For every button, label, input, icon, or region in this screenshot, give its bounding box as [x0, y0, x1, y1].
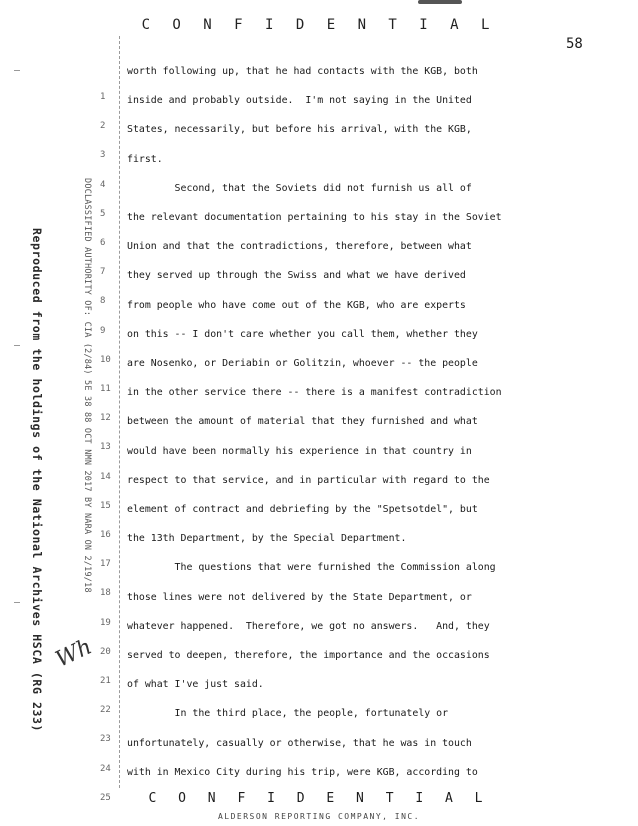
line-number: 2	[100, 121, 106, 132]
line-number: 7	[100, 267, 106, 278]
transcript-line: those lines were not delivered by the State Department, or	[127, 591, 472, 603]
transcript-line: in the other service there -- there is a manifest contradiction	[127, 387, 502, 399]
transcript-line: with in Mexico City during his trip, were KGB, according to	[127, 766, 478, 778]
declassification-stamp: DOCLASSIFIED AUTHORITY OF: CIA (2/84) 5E 38 88 OCT NMN 2017 BY NARA ON 2/19/18	[82, 178, 92, 593]
line-number: 16	[100, 530, 111, 540]
transcript-line: worth following up, that he had contacts with the KGB, both	[127, 66, 478, 77]
left-margin-mark	[14, 345, 20, 346]
transcript-line: unfortunately, casually or otherwise, that he was in touch	[127, 737, 472, 749]
transcript-line: the 13th Department, by the Special Department.	[127, 533, 407, 545]
line-number: 9	[100, 325, 106, 336]
transcript-line: from people who have come out of the KGB, who are experts	[127, 299, 466, 311]
transcript-line: Second, that the Soviets did not furnish us all of	[127, 182, 472, 194]
footer-reporting-company: ALDERSON REPORTING COMPANY, INC.	[217, 812, 421, 821]
transcript-line: In the third place, the people, fortunately or	[127, 708, 449, 720]
margin-rule	[119, 36, 120, 788]
line-number: 21	[100, 676, 111, 686]
transcript-line: element of contract and debriefing by the "Spetsotdel", but	[127, 504, 478, 515]
line-number: 10	[100, 354, 111, 365]
transcript-line: respect to that service, and in particular with regard to the	[127, 474, 490, 486]
page-header: C O N F I D E N T I A L	[141, 17, 497, 33]
archive-notice: Reproduced from the holdings of the National Archives HSCA (RG 233)	[30, 228, 44, 733]
transcript-line: served to deepen, therefore, the importance and the occasions	[127, 650, 490, 661]
transcript-line: on this -- I don't care whether you call them, whether they	[127, 328, 478, 340]
line-number: 17	[100, 559, 111, 570]
transcript-line: would have been normally his experience in that country in	[127, 445, 472, 457]
transcript-line: they served up through the Swiss and what we have derived	[127, 270, 466, 282]
transcript-line: are Nosenko, or Deriabin or Golitzin, whoever -- the people	[127, 358, 478, 369]
line-number: 4	[100, 179, 106, 190]
left-margin-mark	[14, 602, 20, 603]
line-number: 24	[100, 763, 111, 774]
transcript-line: inside and probably outside. I'm not saying in the United	[127, 95, 472, 107]
transcript-line: between the amount of material that they furnished and what	[127, 416, 478, 428]
transcript-line: Union and that the contradictions, therefore, between what	[127, 241, 472, 253]
line-number: 25	[100, 792, 111, 803]
line-number: 8	[100, 296, 106, 307]
transcript-line: The questions that were furnished the Commission along	[127, 562, 496, 574]
footer-confidential: C O N F I D E N T I A L	[148, 791, 490, 806]
line-number: 5	[100, 208, 106, 219]
line-number: 19	[100, 617, 111, 628]
transcript-line: of what I've just said.	[127, 679, 264, 691]
transcript-line: States, necessarily, but before his arrival, with the KGB,	[127, 124, 472, 136]
line-number: 3	[100, 150, 106, 161]
line-number: 23	[100, 734, 111, 745]
line-number: 1	[100, 92, 106, 102]
transcript-line: first.	[127, 153, 163, 165]
line-number: 14	[100, 471, 111, 482]
handwritten-initials: Wh	[52, 634, 96, 673]
line-number: 18	[100, 588, 111, 599]
transcript-line: the relevant documentation pertaining to his stay in the Soviet	[127, 212, 502, 223]
line-number: 15	[100, 500, 111, 511]
header-smudge	[418, 0, 462, 4]
line-number: 13	[100, 442, 111, 453]
left-margin-mark	[14, 70, 20, 71]
line-number: 11	[100, 384, 111, 394]
line-number: 12	[100, 413, 111, 424]
page-number: 58	[566, 36, 583, 52]
line-number: 6	[100, 238, 106, 248]
transcript-line: whatever happened. Therefore, we got no answers. And, they	[127, 620, 490, 632]
line-number: 22	[100, 705, 111, 716]
line-number: 20	[100, 646, 111, 657]
